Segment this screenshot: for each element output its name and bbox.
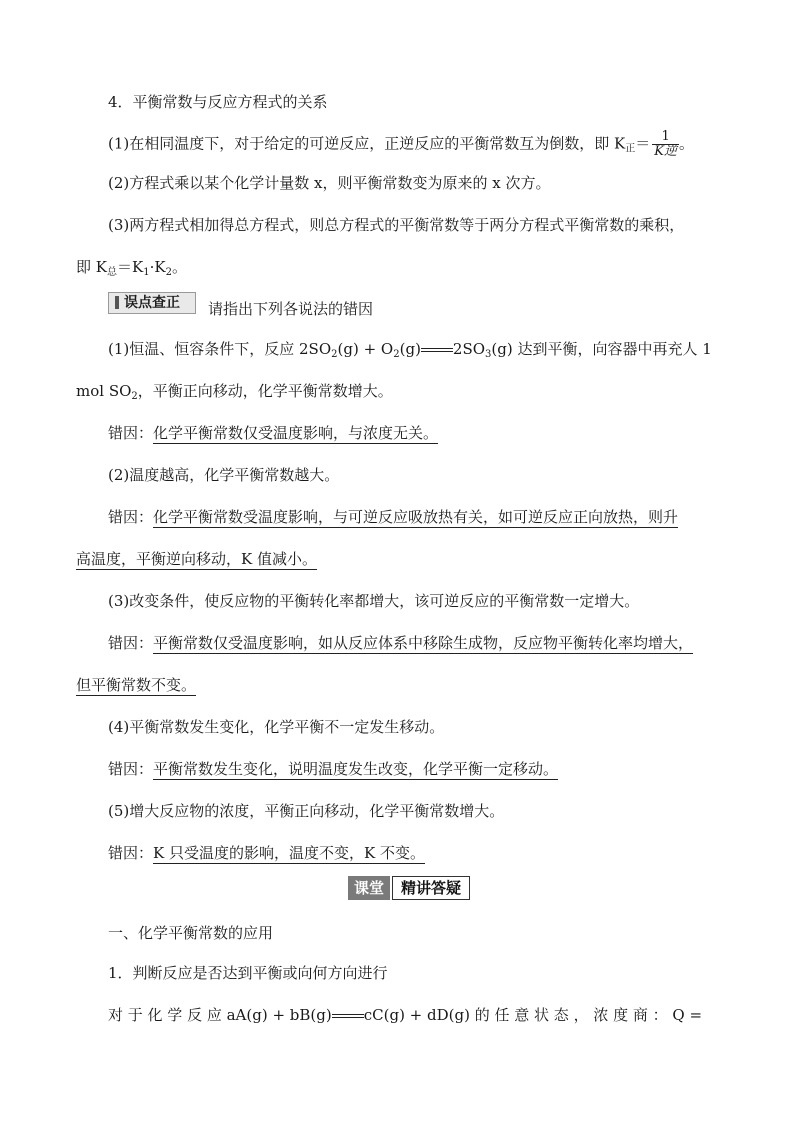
section-4-point-1: (1)在相同温度下，对于给定的可逆反应，正逆反应的平衡常数互为倒数，即 $K_正=$ $\frac{1}{\text{K逆}}$ 。 [108, 129, 694, 159]
question-2: (2)温度越高，化学平衡常数越大。 [108, 466, 340, 484]
equilibrium-arrow-icon [421, 346, 453, 354]
answer-4: 错因：平衡常数发生变化，说明温度发生改变，化学平衡一定移动。 [108, 760, 559, 778]
badge-bar-icon [115, 296, 119, 309]
application-item-1: 1．判断反应是否达到平衡或向何方向进行 [108, 964, 388, 982]
application-heading: 一、化学平衡常数的应用 [108, 924, 274, 942]
question-1-line-2: mol $SO_2$，平衡正向移动，化学平衡常数增大。 [76, 382, 393, 402]
classroom-lecture-badge: 课堂 精讲答疑 [348, 876, 470, 900]
answer-1: 错因：化学平衡常数仅受温度影响，与浓度无关。 [108, 424, 439, 442]
question-3: (3)改变条件，使反应物的平衡转化率都增大，该可逆反应的平衡常数一定增大。 [108, 592, 640, 610]
reciprocal-fraction: $\frac{1}{\text{K逆}}$ [654, 129, 677, 159]
error-check-intro: 请指出下列各说法的错因 [208, 300, 374, 318]
answer-2-line-1: 错因：化学平衡常数受温度影响，与可逆反应吸放热有关，如可逆反应正向放热，则升 [108, 508, 679, 526]
concentration-quotient-line: 对 于 化 学 反 应 aA(g) + bB(g) cC(g) + dD(g) 的 任 意 状 态 ， 浓 度 商 ： Q = [108, 1006, 703, 1024]
question-4: (4)平衡常数发生变化，化学平衡不一定发生移动。 [108, 718, 445, 736]
answer-3-line-1: 错因：平衡常数仅受温度影响，如从反应体系中移除生成物，反应物平衡转化率均增大， [108, 634, 694, 652]
question-1-line-1: (1)恒温、恒容条件下，反应 $2SO_2(g) + O_2(g)$ $2SO_3(g)$ 达到平衡，向容器中再充人 1 [108, 340, 712, 360]
error-check-badge: 误点查正 [108, 292, 196, 314]
answer-2-line-2: 高温度，平衡逆向移动，K 值减小。 [76, 550, 317, 568]
answer-3-line-2: 但平衡常数不变。 [76, 676, 197, 694]
section-4-point-2: (2)方程式乘以某个化学计量数 x，则平衡常数变为原来的 x 次方。 [108, 174, 551, 192]
section-4-point-3-line-2: 即 $K_总=K_1\cdot K_2$。 [76, 258, 187, 278]
question-5: (5)增大反应物的浓度，平衡正向移动，化学平衡常数增大。 [108, 802, 505, 820]
section-4-point-3-line-1: (3)两方程式相加得总方程式，则总方程式的平衡常数等于两分方程式平衡常数的乘积， [108, 216, 685, 234]
section-4-title: 4．平衡常数与反应方程式的关系 [108, 93, 328, 111]
answer-5: 错因：K 只受温度的影响，温度不变，K 不变。 [108, 844, 425, 862]
equilibrium-arrow-icon [332, 1012, 364, 1020]
